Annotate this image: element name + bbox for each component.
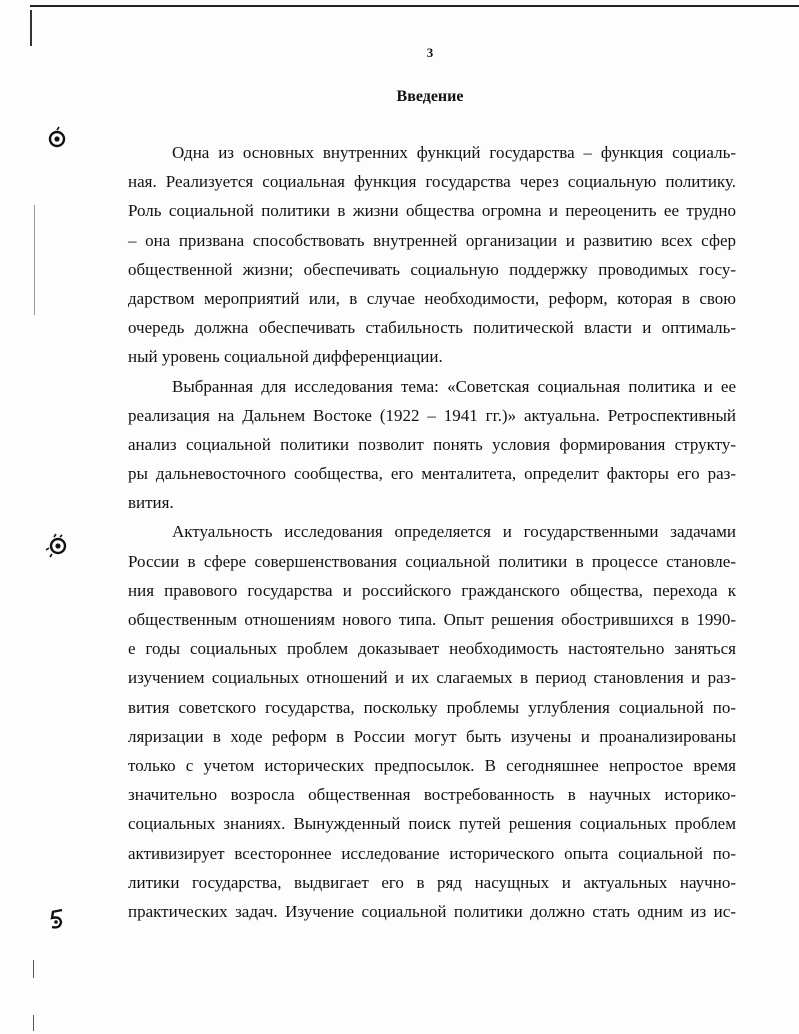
text-line: общественной жизни; обеспечивать социальную поддержку проводимых госу- <box>128 259 736 279</box>
text-line: изучением социальных отношений и их слагаемых в период становления и раз- <box>128 668 736 688</box>
text-line: реализация на Дальнем Востоке (1922 – 1941 гг.)» актуальна. Ретроспективный <box>128 405 736 425</box>
section-heading: Введение <box>396 88 464 105</box>
text-line: – она призвана способствовать внутренней организации и развитию всех сфер <box>128 230 736 250</box>
scan-speck <box>33 1015 34 1031</box>
text-line: ры дальневосточного сообщества, его менталитета, определит факторы его раз- <box>128 464 736 484</box>
text-line: только с учетом исторических предпосылок. В сегодняшнее непростое время <box>128 755 736 775</box>
text-line: Выбранная для исследования тема: «Советская социальная политика и ее <box>172 376 736 396</box>
body-text <box>128 138 736 926</box>
text-line: Одна из основных внутренних функций государства – функция социаль- <box>172 143 736 162</box>
binder-ring-icon <box>44 532 70 558</box>
text-line: анализ социальной политики позволит понять условия формирования структу- <box>128 434 736 454</box>
text-line: ный уровень социальной дифференциации. <box>128 347 443 367</box>
text-line: Роль социальной политики в жизни общества огромна и переоценить ее трудно <box>128 201 736 221</box>
text-line: социальных знаниях. Вынужденный поиск путей решения социальных проблем <box>128 814 736 834</box>
text-line: значительно возросла общественная востребованность в научных историко- <box>128 785 736 805</box>
text-line: ния правового государства и российского гражданского общества, перехода к <box>128 580 736 600</box>
text-line: ляризации в ходе реформ в России могут быть изучены и проанализированы <box>128 726 736 746</box>
text-line: дарством мероприятий или, в случае необходимости, реформ, которая в свою <box>128 288 736 308</box>
binder-ring-icon <box>44 126 70 152</box>
text-line: литики государства, выдвигает его в ряд насущных и актуальных научно- <box>128 872 736 892</box>
binder-ring-icon <box>44 906 70 932</box>
text-line: общественным отношениям нового типа. Опыт решения обострившихся в 1990- <box>128 610 736 629</box>
paragraph <box>128 517 736 926</box>
scan-speck <box>33 960 34 978</box>
paragraph <box>128 138 736 372</box>
text-line: е годы социальных проблем доказывает необходимость настоятельно заняться <box>128 639 736 659</box>
scan-top-border <box>30 5 799 7</box>
text-line: очередь должна обеспечивать стабильность политической власти и оптималь- <box>128 318 736 338</box>
text-line: активизирует всестороннее исследование исторического опыта социальной по- <box>128 843 736 863</box>
text-line: России в сфере совершенствования социальной политики в процессе становле- <box>128 551 736 571</box>
scan-left-edge <box>30 10 32 46</box>
paragraph <box>128 372 736 518</box>
page-number: 3 <box>426 45 434 60</box>
scan-left-edge-faint <box>34 205 35 315</box>
text-line: Актуальность исследования определяется и государственными задачами <box>172 522 736 542</box>
text-line: практических задач. Изучение социальной политики должно стать одним из ис- <box>128 901 736 921</box>
text-line: вития. <box>128 493 174 513</box>
text-line: ная. Реализуется социальная функция государства через социальную политику. <box>128 172 736 192</box>
text-line: вития советского государства, поскольку проблемы углубления социальной по- <box>128 697 736 717</box>
